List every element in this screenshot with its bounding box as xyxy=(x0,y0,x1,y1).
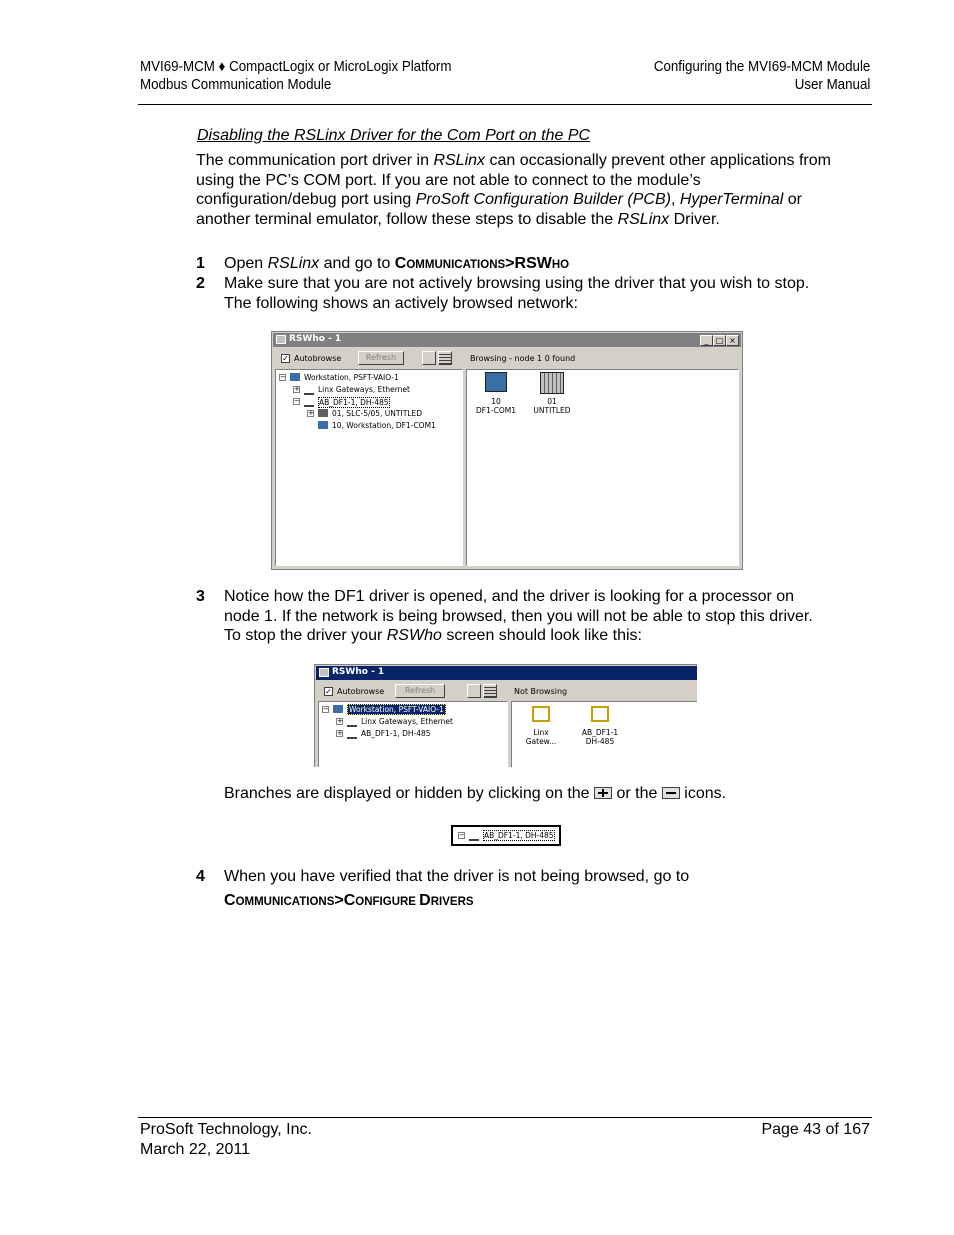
branches-text-b: or the xyxy=(612,785,662,802)
device-node: 01 xyxy=(547,397,557,406)
toolbar xyxy=(274,350,740,368)
autobrowse-checkbox[interactable]: ✓ xyxy=(282,354,289,363)
step-number: 4 xyxy=(196,868,205,885)
details-view-button[interactable] xyxy=(483,684,497,698)
device-line2: DH-485 xyxy=(585,737,615,746)
expand-icon xyxy=(594,787,612,799)
toolbar xyxy=(317,683,697,701)
window-title: RSWho - 1 xyxy=(289,334,342,344)
intro-text-4: or another terminal emulator, follow these steps to disable the xyxy=(196,191,802,229)
tree-pane xyxy=(318,701,508,767)
plc-chassis-icon xyxy=(540,372,564,394)
menu-sep: >C xyxy=(334,892,356,909)
maximize-button[interactable]: □ xyxy=(713,335,726,346)
device-pane xyxy=(511,701,697,767)
step3-text-a: Notice how the DF1 driver is opened, and the driver is looking for a processor on node 1. If the network is being browsed, then you will not be able to stop this driver. To stop the driver your xyxy=(224,588,813,645)
branches-text-c: icons. xyxy=(679,785,727,802)
branches-text xyxy=(224,784,824,804)
step-number: 3 xyxy=(196,588,205,605)
footer-rule xyxy=(138,1117,872,1118)
device-ab-df1[interactable] xyxy=(572,706,628,746)
rswho-window-browsing xyxy=(271,331,743,570)
collapse-icon[interactable]: − xyxy=(323,705,329,713)
menu-ommunications: OMMUNICATIONS xyxy=(235,896,335,908)
branches-text-a: Branches are displayed or hidden by clicking on the xyxy=(224,785,594,802)
large-icons-button[interactable] xyxy=(422,351,436,365)
expand-icon[interactable]: + xyxy=(337,717,343,725)
workstation-icon xyxy=(290,373,300,381)
footer-date: March 22, 2011 xyxy=(140,1140,250,1158)
workstation-icon xyxy=(333,705,343,713)
step-text: Make sure that you are not actively browsing using the driver that you wish to stop. The following shows an actively browsed network: xyxy=(224,275,810,312)
intro-paragraph xyxy=(196,151,836,230)
device-name: UNTITLED xyxy=(533,406,571,415)
tree-item-ab-df1[interactable]: AB_DF1-1, DH-485 xyxy=(361,729,431,738)
menu-path-configure-drivers xyxy=(224,891,864,913)
intro-rslinx-2: RSLinx xyxy=(617,211,670,229)
device-line1: AB_DF1-1 xyxy=(581,728,619,737)
intro-hyperterminal: HyperTerminal xyxy=(679,191,784,209)
footer-left xyxy=(140,1120,312,1159)
network-icon xyxy=(304,385,314,395)
device-linx-gateways[interactable] xyxy=(516,706,566,746)
close-button[interactable]: × xyxy=(726,335,739,346)
network-icon xyxy=(469,831,479,841)
device-line2: Gatew... xyxy=(525,737,557,746)
tree-item-slc[interactable]: 01, SLC-5/05, UNTITLED xyxy=(332,409,422,418)
step3-rswho: RSWho xyxy=(386,627,442,645)
step3-text-b: screen should look like this: xyxy=(441,627,642,645)
intro-text-5: Driver. xyxy=(669,211,720,229)
menu-onfigure: ONFIGURE xyxy=(355,896,420,908)
autobrowse-label: Autobrowse xyxy=(337,687,385,696)
collapse-icon xyxy=(662,787,680,799)
menu-path xyxy=(224,892,474,909)
header-manual: User Manual xyxy=(794,77,870,93)
step-text: When you have verified that the driver is not being browsed, go to xyxy=(224,868,690,885)
intro-pcb: ProSoft Configuration Builder (PCB) xyxy=(415,191,671,209)
menu-ommunications: OMMUNICATIONS xyxy=(406,259,506,271)
autobrowse-label: Autobrowse xyxy=(294,354,342,363)
app-icon xyxy=(319,668,329,677)
step1-rslinx: RSLinx xyxy=(267,255,320,272)
device-node: 10 xyxy=(491,397,501,406)
header-product: MVI69-MCM ♦ CompactLogix or MicroLogix Platform xyxy=(140,59,452,75)
tree-item-linx-gateways[interactable]: Linx Gateways, Ethernet xyxy=(361,717,453,726)
tree-item-workstation[interactable]: Workstation, PSFT-VAIO-1 xyxy=(304,373,399,382)
device-untitled[interactable] xyxy=(527,372,577,415)
header-right xyxy=(653,58,870,94)
refresh-button[interactable]: Refresh xyxy=(395,684,445,698)
network-driver-icon xyxy=(591,706,609,722)
menu-sep: >RSW xyxy=(505,255,552,272)
details-view-button[interactable] xyxy=(438,351,452,365)
rswho-window-not-browsing xyxy=(314,664,697,767)
network-icon xyxy=(304,397,314,407)
network-icon xyxy=(347,717,357,727)
device-pane xyxy=(466,369,739,566)
menu-c: C xyxy=(394,255,407,272)
autobrowse-checkbox[interactable]: ✓ xyxy=(325,687,332,696)
tree-item-workstation[interactable]: Workstation, PSFT-VAIO-1 xyxy=(349,705,444,714)
step1-text-a: Open xyxy=(224,255,268,272)
large-icons-button[interactable] xyxy=(467,684,481,698)
header-chapter: Configuring the MVI69-MCM Module xyxy=(653,59,870,75)
browse-status: Not Browsing xyxy=(514,687,568,696)
window-titlebar xyxy=(273,333,741,347)
plc-icon xyxy=(318,409,328,417)
collapse-icon[interactable]: − xyxy=(459,831,465,839)
footer-page: Page 43 of 167 xyxy=(761,1121,870,1138)
browse-status: Browsing - node 1 0 found xyxy=(470,354,576,363)
window-titlebar xyxy=(316,666,697,680)
menu-path-rswho xyxy=(395,255,569,272)
header-module: Modbus Communication Module xyxy=(140,77,332,93)
expand-icon[interactable]: + xyxy=(337,729,343,737)
network-driver-icon xyxy=(532,706,550,722)
workstation-icon xyxy=(318,421,328,429)
minimize-button[interactable]: _ xyxy=(700,335,713,346)
window-title: RSWho - 1 xyxy=(332,667,385,677)
computer-icon xyxy=(485,372,507,392)
network-icon xyxy=(347,729,357,739)
step-text xyxy=(224,254,824,276)
footer-company: ProSoft Technology, Inc. xyxy=(140,1121,312,1138)
device-df1-com1[interactable] xyxy=(471,372,521,415)
step-number: 1 xyxy=(196,255,205,272)
tree-pane xyxy=(275,369,463,566)
collapse-icon[interactable]: − xyxy=(294,397,300,405)
device-name: DF1-COM1 xyxy=(476,406,516,415)
step-number: 2 xyxy=(196,275,205,292)
expand-icon[interactable]: + xyxy=(294,385,300,393)
header-left xyxy=(140,58,451,94)
menu-c: C xyxy=(224,892,236,909)
menu-d: D xyxy=(419,892,431,909)
app-icon xyxy=(276,335,286,344)
menu-ho: HO xyxy=(551,259,570,271)
intro-text-3: , xyxy=(670,191,680,209)
snippet-label: AB_DF1-1, DH-485 xyxy=(484,831,554,840)
section-title: Disabling the RSLinx Driver for the Com Port on the PC xyxy=(197,127,591,144)
expand-icon[interactable]: + xyxy=(308,409,314,417)
menu-rivers: RIVERS xyxy=(430,896,474,908)
step-text xyxy=(224,587,819,646)
collapse-icon[interactable]: − xyxy=(280,373,286,381)
tree-item-df1-com1[interactable]: 10, Workstation, DF1-COM1 xyxy=(332,421,436,430)
device-line1: Linx xyxy=(533,728,549,737)
intro-text-1: The communication port driver in xyxy=(196,152,434,169)
intro-text-2: can occasionally prevent other applications from using the PC’s COM port. If you are not able to connect to the module’s configuration/debug port using xyxy=(196,152,831,209)
intro-rslinx: RSLinx xyxy=(433,152,486,169)
tree-item-ab-df1[interactable]: AB_DF1-1, DH-485 xyxy=(319,398,389,407)
header-rule xyxy=(138,104,872,105)
step1-text-b: and go to xyxy=(319,255,395,272)
tree-snippet xyxy=(451,825,561,846)
tree-item-linx-gateways[interactable]: Linx Gateways, Ethernet xyxy=(318,385,410,394)
refresh-button[interactable]: Refresh xyxy=(358,351,404,365)
